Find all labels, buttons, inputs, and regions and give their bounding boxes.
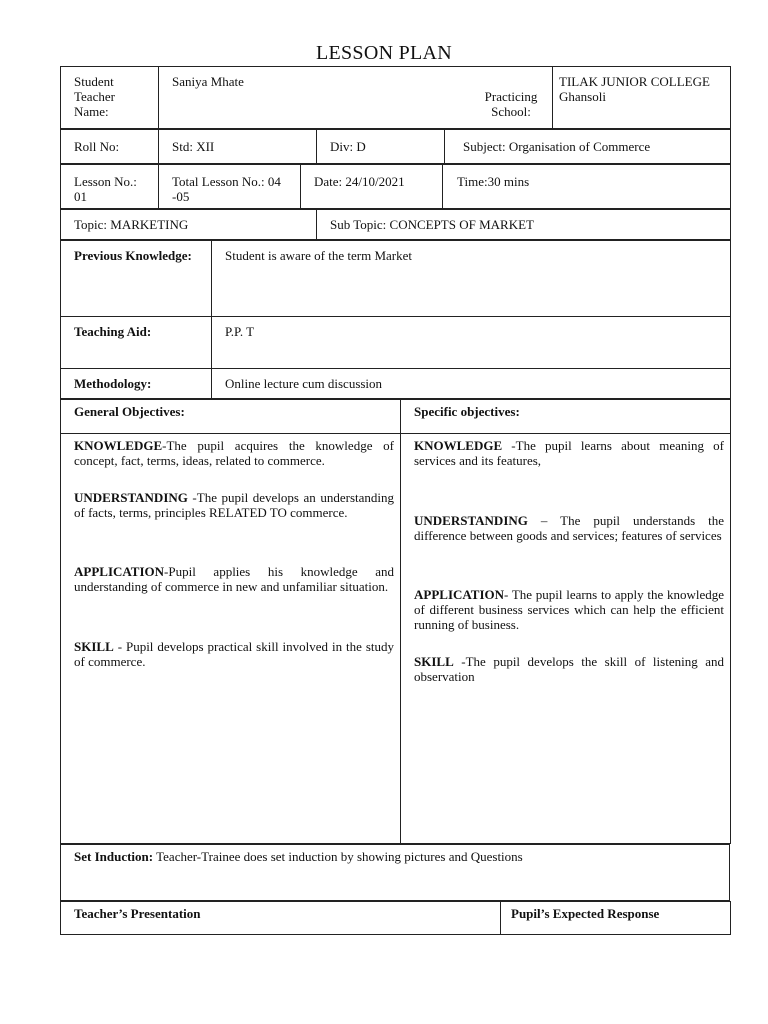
practicing-school-label: Practicing School:: [484, 89, 538, 119]
topic-table: [60, 209, 731, 240]
teaching-aid-label: Teaching Aid:: [61, 317, 212, 369]
time: Time:30 mins: [443, 165, 731, 209]
specific-objective-skill: SKILL -The pupil develops the skill of listening and observation: [414, 654, 724, 684]
roll-no: Roll No:: [61, 130, 159, 164]
pupil-response-heading: Pupil’s Expected Response: [501, 902, 731, 935]
methodology-value: Online lecture cum discussion: [212, 369, 731, 399]
set-induction: [61, 845, 730, 901]
methodology-label: Methodology:: [61, 369, 212, 399]
class-row: [61, 130, 731, 164]
teaching-aid-value: P.P. T: [212, 317, 731, 369]
teaching-aid-row: [61, 317, 731, 369]
previous-knowledge-label: Previous Knowledge:: [61, 241, 212, 317]
subject: Subject: Organisation of Commerce: [445, 130, 731, 164]
student-row: [61, 67, 731, 129]
total-lesson-no: Total Lesson No.: 04 -05: [159, 165, 301, 209]
specific-objective-application: APPLICATION- The pupil learns to apply the knowledge of different business services which can help the efficient running of business.: [414, 587, 724, 632]
methodology-row: [61, 369, 731, 399]
set-induction-label: Set Induction:: [74, 849, 154, 864]
previous-knowledge-value: Student is aware of the term Market: [212, 241, 731, 317]
lesson-plan-form: [60, 66, 730, 935]
lesson-row: [61, 165, 731, 209]
specific-objective-knowledge: KNOWLEDGE -The pupil learns about meaning of services and its features,: [414, 438, 724, 468]
student-teacher-cell: [159, 67, 553, 129]
previous-knowledge-row: [61, 241, 731, 317]
specific-objective-understanding: UNDERSTANDING – The pupil understands the difference between goods and services; features of services: [414, 513, 724, 543]
student-teacher-label: Student Teacher Name:: [61, 67, 159, 129]
general-objective-skill: SKILL - Pupil develops practical skill involved in the study of commerce.: [74, 639, 394, 669]
school-name: TILAK JUNIOR COLLEGE: [559, 74, 710, 89]
sub-topic: Sub Topic: CONCEPTS OF MARKET: [317, 210, 731, 240]
date: Date: 24/10/2021: [301, 165, 443, 209]
student-teacher-value: Saniya Mhate: [172, 74, 244, 89]
lesson-no: Lesson No.: 01: [61, 165, 159, 209]
general-objective-application: APPLICATION-Pupil applies his knowledge and understanding of commerce in new and unfamiliar situation.: [74, 564, 394, 594]
set-induction-row: [61, 845, 730, 901]
general-objectives-heading: General Objectives:: [61, 400, 401, 434]
div: Div: D: [317, 130, 445, 164]
general-objective-understanding: UNDERSTANDING -The pupil develops an understanding of facts, terms, principles RELATED TO commerce.: [74, 490, 394, 520]
set-induction-table: [60, 844, 730, 901]
general-objectives: [61, 434, 401, 844]
objectives-body-row: [61, 434, 731, 844]
school-location: Ghansoli: [559, 89, 606, 104]
objectives-table: [60, 399, 731, 844]
topic: Topic: MARKETING: [61, 210, 317, 240]
lesson-table: [60, 164, 731, 209]
presentation-table: [60, 901, 731, 935]
presentation-header-row: [61, 902, 731, 935]
details-table: [60, 240, 731, 399]
teacher-presentation-heading: Teacher’s Presentation: [61, 902, 501, 935]
topic-row: [61, 210, 731, 240]
std: Std: XII: [159, 130, 317, 164]
objectives-header-row: [61, 400, 731, 434]
general-objective-knowledge: KNOWLEDGE-The pupil acquires the knowledge of concept, fact, terms, ideas, related to commerce.: [74, 438, 394, 468]
class-table: [60, 129, 731, 164]
set-induction-text: Teacher-Trainee does set induction by showing pictures and Questions: [153, 849, 523, 864]
page-title: LESSON PLAN: [315, 42, 453, 64]
specific-objectives-heading: Specific objectives:: [401, 400, 731, 434]
school-cell: [553, 67, 731, 129]
specific-objectives: [401, 434, 731, 844]
header-table: [60, 66, 731, 129]
